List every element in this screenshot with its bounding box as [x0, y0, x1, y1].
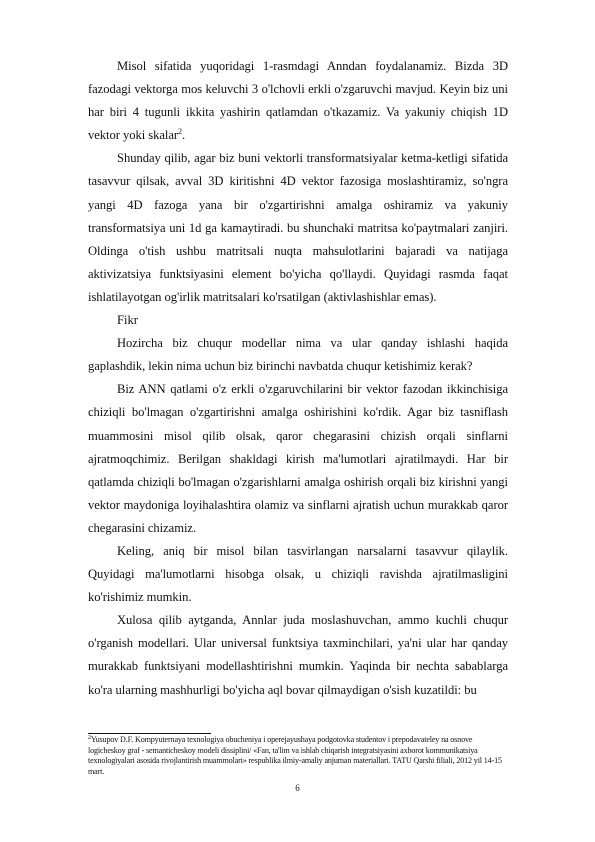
- paragraph-5: Keling, aniq bir misol bilan tasvirlangan narsalarni tasavvur qilaylik. Quyidagi ma'lumotlarni hisobga olsak, u chiziqli ravishda ajratilmasligini ko'rishimiz mumkin.: [88, 543, 508, 605]
- footnote-divider: [88, 733, 211, 734]
- footnote-marker: 2: [88, 735, 91, 741]
- section-heading: Fikr: [117, 313, 138, 328]
- footnote: [88, 735, 508, 777]
- paragraph-1-tail: .: [181, 128, 186, 143]
- paragraph-1: [88, 55, 508, 147]
- page-number: 6: [295, 783, 300, 793]
- footnote-text: Yusupov D.F. Kompyuternaya texnologiya obucheniya i operejayushaya podgotovka studentov i prepodavateley na osnove logicheskoy graf - semanticheskoy modeli dissiplini/ «Fan, ta'lim va ishlab chiqarish integratsiyasini axborot kommunikatsiya texnologiyalari asosida rivojlantirish muammolari» respublika ilmiy-amaliy anjuman materiallari. TATU Qarshi filiali, 2012 yil 14-15 mart.: [88, 735, 502, 776]
- paragraph-2: Shunday qilib, agar biz buni vektorli transformatsiyalar ketma-ketligi sifatida tasavvur qilsak, avval 3D kiritishni 4D vektor fazosiga moslashtiramiz, so'ngra yangi 4D fazoga yana bir o'zgartirishni amalga oshiramiz va yakuniy transformatsiya uni 1d ga kamaytiradi. bu shunchaki matritsa ko'paytmalari zanjiri. Oldinga o'tish ushbu matritsali nuqta mahsulotlarini bajaradi va natijaga aktivizatsiya funktsiyasini element bo'yicha qo'llaydi. Quyidagi rasmda faqat ishlatilayotgan og'irlik matritsalari ko'rsatilgan (aktivlashishlar emas).: [88, 151, 508, 304]
- paragraph-3: Hozircha biz chuqur modellar nima va ular qanday ishlashi haqida gaplashdik, lekin nima uchun biz birinchi navbatda chuqur ketishimiz kerak?: [88, 336, 508, 374]
- page-body: [88, 55, 508, 702]
- paragraph-4: Biz ANN qatlami o'z erkli o'zgaruvchilarini bir vektor fazodan ikkinchisiga chiziqli bo'lmagan o'zgartirishni amalga oshirishini ko'rdik. Agar biz tasniflash muammosini misol qilib olsak, qaror chegarasini chizish orqali sinflarni ajratmoqchimiz. Berilgan shakldagi kirish ma'lumotlari ajratilmaydi. Har bir qatlamda chiziqli bo'lmagan o'zgarishlarni amalga oshirish orqali biz kirishni yangi vektor maydoniga loyihalashtira olamiz va sinflarni ajratish uchun murakkab qaror chegarasini chizamiz.: [88, 382, 508, 535]
- paragraph-1-text: Misol sifatida yuqoridagi 1-rasmdagi Anndan foydalanamiz. Bizda 3D fazodagi vektorga mos keluvchi 3 o'lchovli erkli o'zgaruvchi mavjud. Keyin biz uni har biri 4 tugunli ikkita yashirin qatlamdan o'tkazamiz. Va yakuniy chiqish 1D vektor yoki skalar: [88, 59, 508, 143]
- footnote-ref: 2: [178, 127, 182, 137]
- paragraph-6: Xulosa qilib aytganda, Annlar juda moslashuvchan, ammo kuchli chuqur o'rganish modellari. Ular universal funktsiya taxminchilari, ya'ni ular har qanday murakkab funktsiyani modellashtirishni mumkin. Yaqinda bir nechta sabablarga ko'ra ularning mashhurligi bo'yicha aql bovar qilmaydigan o'sish kuzatildi: bu: [88, 613, 508, 697]
